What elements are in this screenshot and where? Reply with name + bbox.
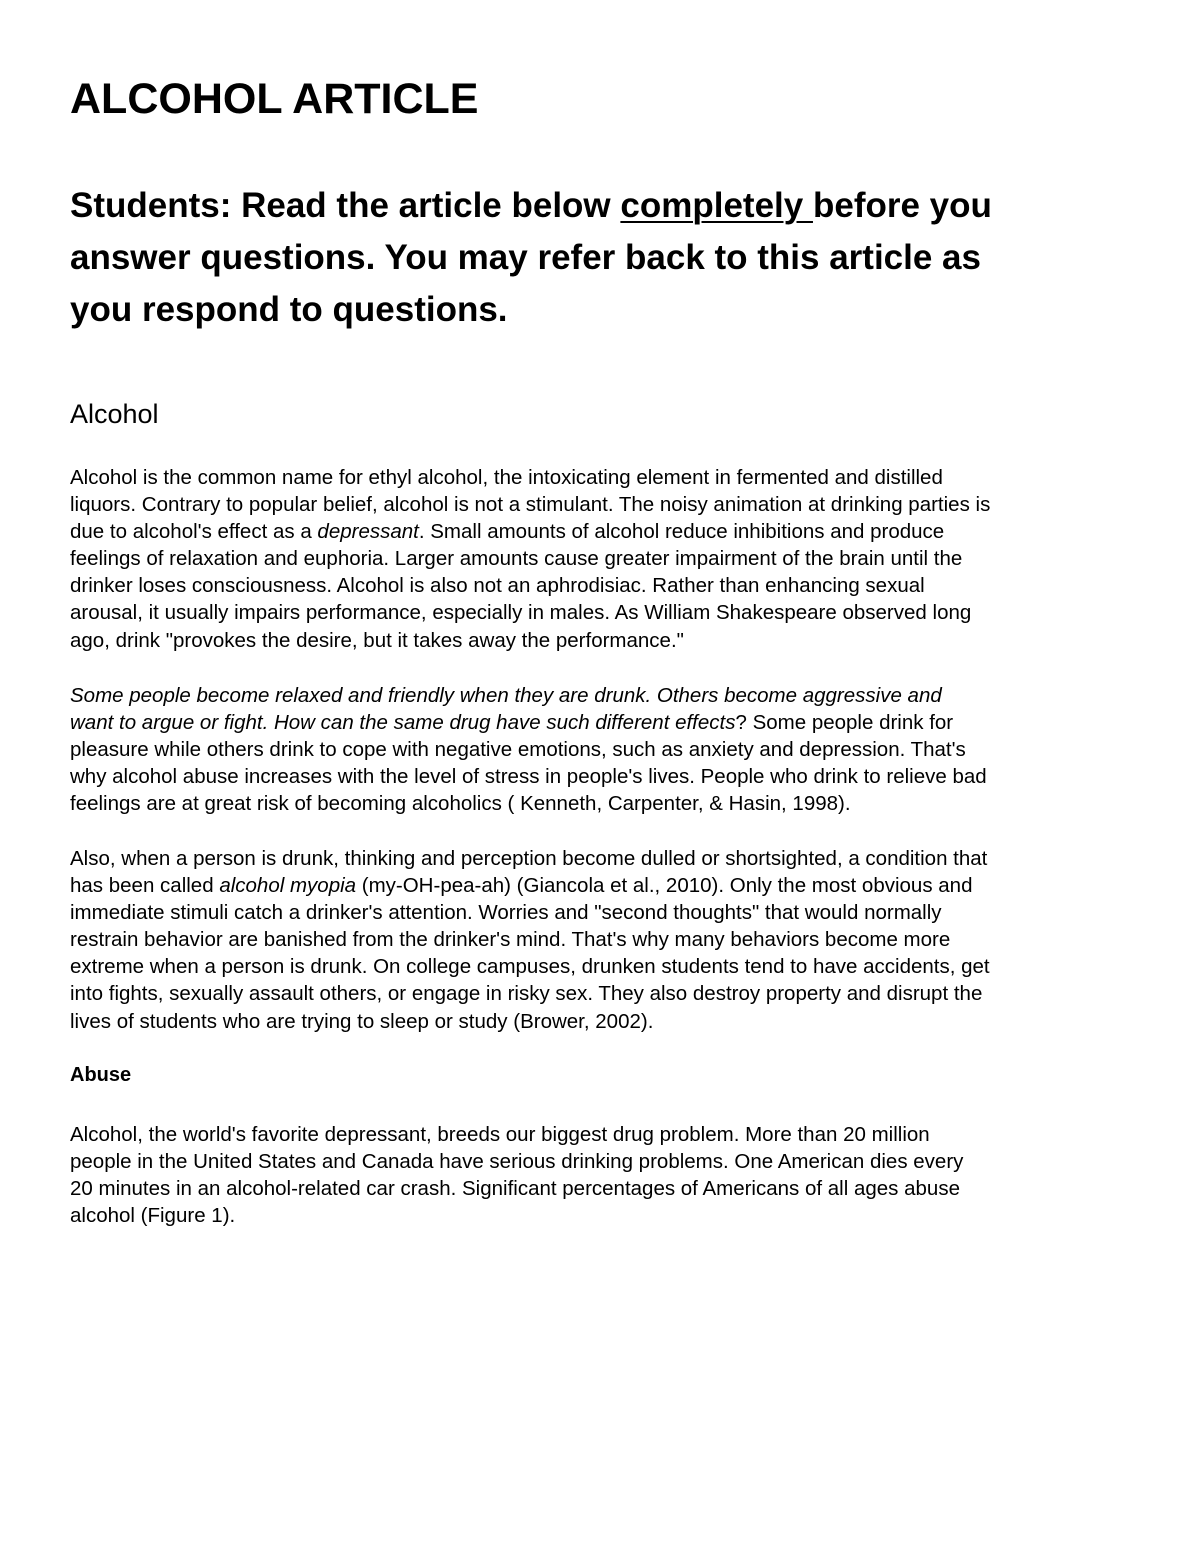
instructions-line-2: answer questions. You may refer back to this article as xyxy=(70,238,981,277)
alcohol-paragraph-1: Alcohol is the common name for ethyl alcohol, the intoxicating element in fermented and distilled liquors. Contrary to popular belief, alcohol is not a stimulant. The noisy animation at drinking parties is due to alcohol's effect as a depressant. Small amounts of alcohol reduce inhibitions and produce feelings of relaxation and euphoria. Larger amounts cause greater impairment of the brain until the drinker loses consciousness. Alcohol is also not an aphrodisiac. Rather than enhancing sexual arousal, it usually impairs performance, especially in males. As William Shakespeare observed long ago, drink "provokes the desire, but it takes away the performance." xyxy=(70,466,991,652)
document-title: ALCOHOL ARTICLE xyxy=(70,75,479,123)
term-depressant: depressant xyxy=(317,520,419,544)
alcohol-paragraph-3: Also, when a person is drunk, thinking and perception become dulled or shortsighted, a condition that has been called alcohol myopia (my-OH-pea-ah) (Giancola et al., 2010). Only the most obvious and immediate stimuli catch a drinker's attention. Worries and "second thoughts" that would normally restrain behavior are banished from the drinker's mind. That's why many behaviors become more extreme when a person is drunk. On college campuses, drunken students tend to have accidents, get into fights, sexually assault others, or engage in risky sex. They also destroy property and disrupt the lives of students who are trying to sleep or study (Brower, 2002). xyxy=(70,847,990,1033)
emphasis-completely: completely xyxy=(620,186,813,225)
alcohol-paragraph-2: Some people become relaxed and friendly when they are drunk. Others become aggressive and want to argue or fight. How can the same drug have such different effects? Some people drink for pleasure while others drink to cope with negative emotions, such as anxiety and depression. That's why alcohol abuse increases with the level of stress in people's lives. People who drink to relieve bad feelings are at great risk of becoming alcoholics ( Kenneth, Carpenter, & Hasin, 1998). xyxy=(70,684,987,816)
section-heading-abuse: Abuse xyxy=(70,1064,132,1086)
instructions-line-3: you respond to questions. xyxy=(70,290,508,329)
instructions-line-1: Students: Read the article below completely before you xyxy=(70,186,992,225)
abuse-paragraph-1: Alcohol, the world's favorite depressant, breeds our biggest drug problem. More than 20 million people in the United States and Canada have serious drinking problems. One American dies every 20 minutes in an alcohol-related car crash. Significant percentages of Americans of all ages abuse alcohol (Figure 1). xyxy=(70,1123,964,1228)
student-instructions xyxy=(70,180,1135,336)
section-heading-alcohol: Alcohol xyxy=(70,399,159,429)
term-alcohol-myopia: alcohol myopia xyxy=(219,874,357,898)
